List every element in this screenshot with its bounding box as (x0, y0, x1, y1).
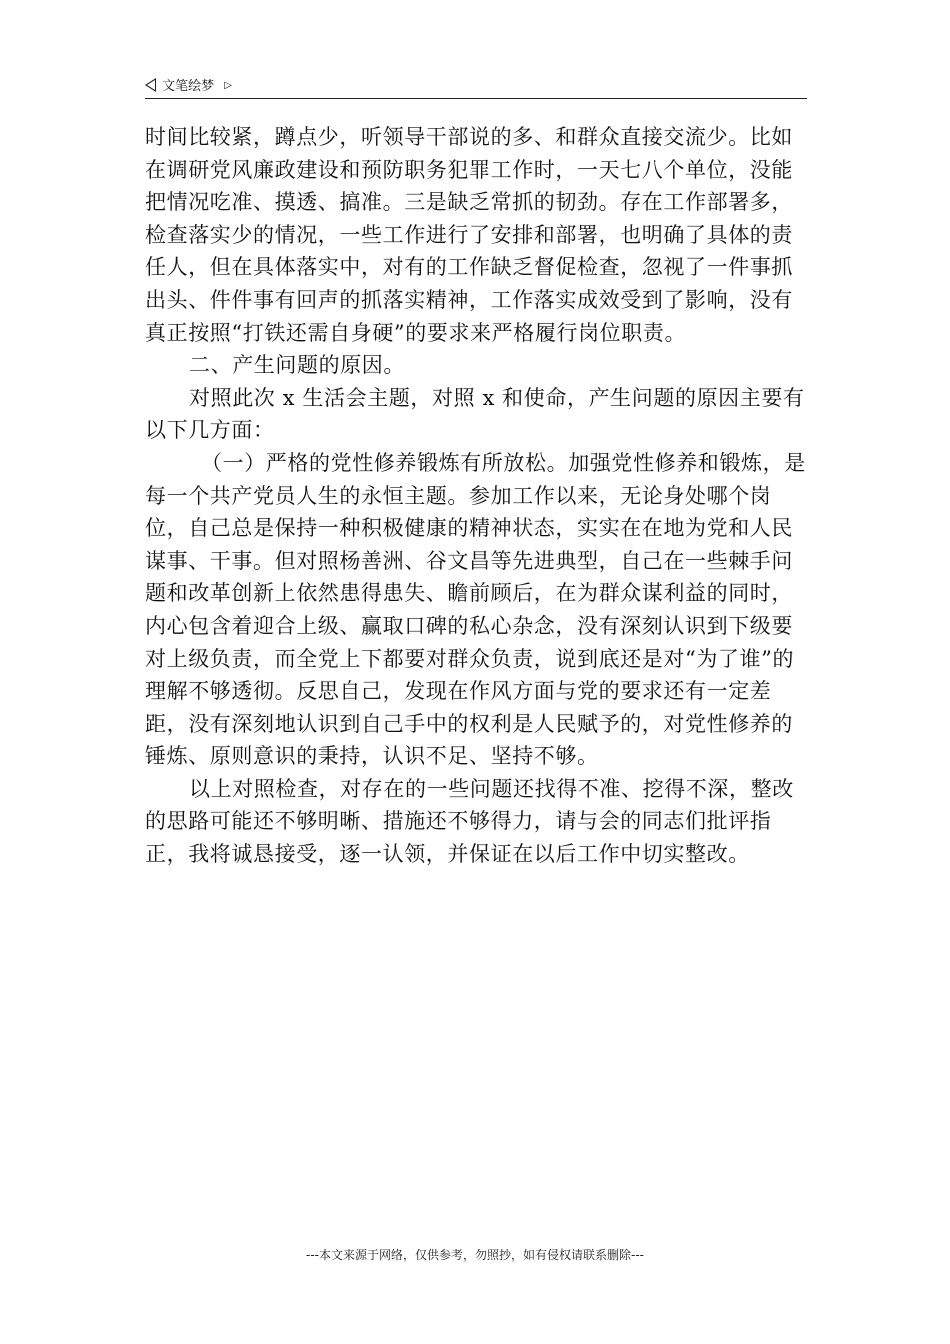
section-heading: 二、产生问题的原因。 (189, 353, 405, 378)
paragraph-intro: 对照此次 x 生活会主题，对照 x 和使命，产生问题的原因主要有以下几方面： (145, 385, 805, 443)
right-triangle-icon: ▷ (224, 80, 232, 91)
paragraph-conclusion: 以上对照检查，对存在的一些问题还找得不准、挖得不深，整改的思路可能还不够明晰、措施还不够得力，请与会的同志们批评指正，我将诚恳接受，逐一认领，并保证在以后工作中切实整改。 (145, 776, 794, 867)
page-footer: ---本文来源于网络，仅供参考，勿照抄，如有侵权请联系删除--- (306, 1248, 644, 1262)
header-title: 文笔绘梦 (162, 79, 215, 94)
page-header (145, 76, 807, 99)
paragraph-continuation: 时间比较紧，蹲点少，听领导干部说的多、和群众直接交流少。比如在调研党风廉政建设和预防职务犯罪工作时，一天七八个单位，没能把情况吃准、摸透、搞准。三是缺乏常抓的韧劲。存在工作部署多，检查落实少的情况，一些工作进行了安排和部署，也明确了具体的责任人，但在具体落实中，对有的工作缺乏督促检查，忽视了一件事抓出头、件件事有回声的抓落实精神，工作落实成效受到了影响，没有真正按照“打铁还需自身硬”的要求来严格履行岗位职责。 (145, 125, 793, 345)
document-body (145, 121, 808, 871)
paragraph-subsection-1: （一）严格的党性修养锻炼有所放松。加强党性修养和锻炼，是每一个共产党员人生的永恒主题。参加工作以来，无论身处哪个岗位，自己总是保持一种积极健康的精神状态，实实在在地为党和人民谋事、干事。但对照杨善洲、谷文昌等先进典型，自己在一些棘手问题和改革创新上依然患得患失、瞻前顾后，在为群众谋利益的同时，内心包含着迎合上级、赢取口碑的私心杂念，没有深刻认识到下级要对上级负责，而全党上下都要对群众负责，说到底还是对“为了谁”的理解不够透彻。反思自己，发现在作风方面与党的要求还有一定差距，没有深刻地认识到自己手中的权利是人民赋予的，对党性修养的锤炼、原则意识的秉持，认识不足、坚持不够。 (145, 450, 806, 769)
left-triangle-icon (145, 78, 156, 92)
